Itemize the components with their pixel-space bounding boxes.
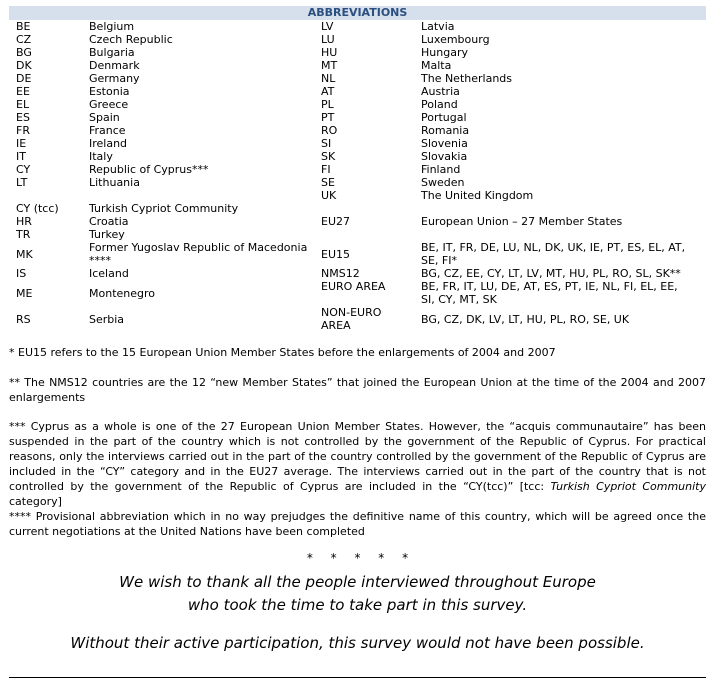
country-name: Romania	[421, 124, 470, 137]
country-code: NL	[321, 72, 336, 85]
country-name: Turkish Cypriot Community	[89, 202, 239, 215]
country-name: The Netherlands	[421, 72, 513, 85]
group-code: NMS12	[321, 267, 360, 280]
country-code: SI	[321, 137, 332, 150]
country-code: SK	[321, 150, 336, 163]
group-description: BG, CZ, DK, LV, LT, HU, PL, RO, SE, UK	[421, 313, 630, 326]
country-name: Turkey	[89, 228, 125, 241]
section-header: ABBREVIATIONS	[9, 6, 706, 20]
country-name: Bulgaria	[89, 46, 135, 59]
country-name: Slovenia	[421, 137, 468, 150]
country-code: LU	[321, 33, 335, 46]
country-code: MT	[321, 59, 338, 72]
country-code: HU	[321, 46, 338, 59]
country-code: SE	[321, 176, 335, 189]
country-code: FI	[321, 163, 331, 176]
group-code: EU15	[321, 248, 350, 261]
country-code: CZ	[16, 33, 32, 46]
country-code: PT	[321, 111, 335, 124]
country-code: AT	[321, 85, 335, 98]
country-name: Hungary	[421, 46, 468, 59]
country-name: France	[89, 124, 126, 137]
footnote-nms12: ** The NMS12 countries are the 12 “new Member States” that joined the European Union at the time of the 2004 and 2007 enlargements	[9, 376, 706, 404]
country-name: Italy	[89, 150, 113, 163]
footnote-cyprus-text: *** Cyprus as a whole is one of the 27 European Union Member States. However, the “acquis communautaire” has been suspended in the part of the country which is not controlled by the government of the Republic of Cyprus. For practical reasons, only the interviews carried out in the part of the country controlled by the government of the Republic of Cyprus are included in the “CY” category and in the EU27 average. The interviews carried out in the part of the country that is not controlled by the government of the Republic of Cyprus are included in the “CY(tcc)” [tcc:	[9, 420, 706, 493]
country-code: PL	[321, 98, 334, 111]
country-code: ME	[16, 287, 33, 300]
country-code: LT	[16, 176, 28, 189]
footnote-macedonia: **** Provisional abbreviation which in no way prejudges the definitive name of this country, which will be agreed once the current negotiations at the United Nations have been completed	[9, 510, 706, 538]
thanks-line-1: We wish to thank all the people interviewed throughout Europe	[119, 573, 596, 591]
bottom-rule	[9, 677, 706, 678]
thanks-line-2: who took the time to take part in this survey.	[187, 596, 528, 614]
country-code: EE	[16, 85, 30, 98]
group-description: BE, FR, IT, LU, DE, AT, ES, PT, IE, NL, FI, EL, EE,	[421, 280, 678, 293]
country-name: Portugal	[421, 111, 467, 124]
country-name: Slovakia	[421, 150, 468, 163]
country-name: Montenegro	[89, 287, 156, 300]
country-code: LV	[321, 20, 334, 33]
country-name: Iceland	[89, 267, 129, 280]
separator-stars: * * * * *	[306, 551, 409, 565]
country-name: Latvia	[421, 20, 455, 33]
country-name: Luxembourg	[421, 33, 490, 46]
country-code: DK	[16, 59, 32, 72]
group-description: SE, FI*	[421, 254, 457, 267]
country-code: RS	[16, 313, 31, 326]
country-code: IT	[16, 150, 26, 163]
country-name: Sweden	[421, 176, 465, 189]
country-name: Poland	[421, 98, 458, 111]
country-name: Lithuania	[89, 176, 140, 189]
country-name: Belgium	[89, 20, 135, 33]
country-code: UK	[321, 189, 337, 202]
footnote-cyprus-end: category]	[9, 495, 62, 508]
group-description: BG, CZ, EE, CY, LT, LV, MT, HU, PL, RO, SL, SK**	[421, 267, 681, 280]
country-name: Austria	[421, 85, 460, 98]
group-code: EURO AREA	[321, 280, 386, 293]
country-code: DE	[16, 72, 32, 85]
country-code: HR	[16, 215, 32, 228]
group-code: NON-EURO	[321, 306, 382, 319]
country-code: EL	[16, 98, 30, 111]
group-code: AREA	[321, 319, 351, 332]
footnote-eu15: * EU15 refers to the 15 European Union Member States before the enlargements of 2004 and 2007	[9, 346, 556, 359]
country-name: Malta	[421, 59, 452, 72]
country-code: BG	[16, 46, 32, 59]
group-description: BE, IT, FR, DE, LU, NL, DK, UK, IE, PT, ES, EL, AT,	[421, 241, 686, 254]
country-name: The United Kingdom	[421, 189, 534, 202]
country-name: Czech Republic	[89, 33, 173, 46]
country-name: Republic of Cyprus***	[89, 163, 209, 176]
country-code: MK	[16, 248, 33, 261]
country-code: FR	[16, 124, 30, 137]
footnote-cyprus-tcc: Turkish Cypriot Community	[550, 480, 706, 493]
thanks-line-3: Without their active participation, this survey would not have been possible.	[70, 634, 645, 652]
country-code: CY	[16, 163, 31, 176]
country-code: CY (tcc)	[16, 202, 59, 215]
country-name: Former Yugoslav Republic of Macedonia	[89, 241, 308, 254]
country-name: Serbia	[89, 313, 125, 326]
country-name: Estonia	[89, 85, 130, 98]
country-name: Ireland	[89, 137, 128, 150]
country-name: Germany	[89, 72, 140, 85]
country-code: TR	[16, 228, 31, 241]
country-code: IS	[16, 267, 27, 280]
country-name-footnote: ****	[89, 254, 111, 267]
group-description: European Union – 27 Member States	[421, 215, 623, 228]
group-description: SI, CY, MT, SK	[421, 293, 497, 306]
country-code: RO	[321, 124, 338, 137]
country-name: Greece	[89, 98, 129, 111]
country-name: Spain	[89, 111, 120, 124]
country-code: IE	[16, 137, 27, 150]
country-name: Finland	[421, 163, 461, 176]
country-code: BE	[16, 20, 31, 33]
country-name: Croatia	[89, 215, 129, 228]
footnote-cyprus	[9, 419, 706, 509]
country-name: Denmark	[89, 59, 140, 72]
country-code: ES	[16, 111, 30, 124]
group-code: EU27	[321, 215, 350, 228]
